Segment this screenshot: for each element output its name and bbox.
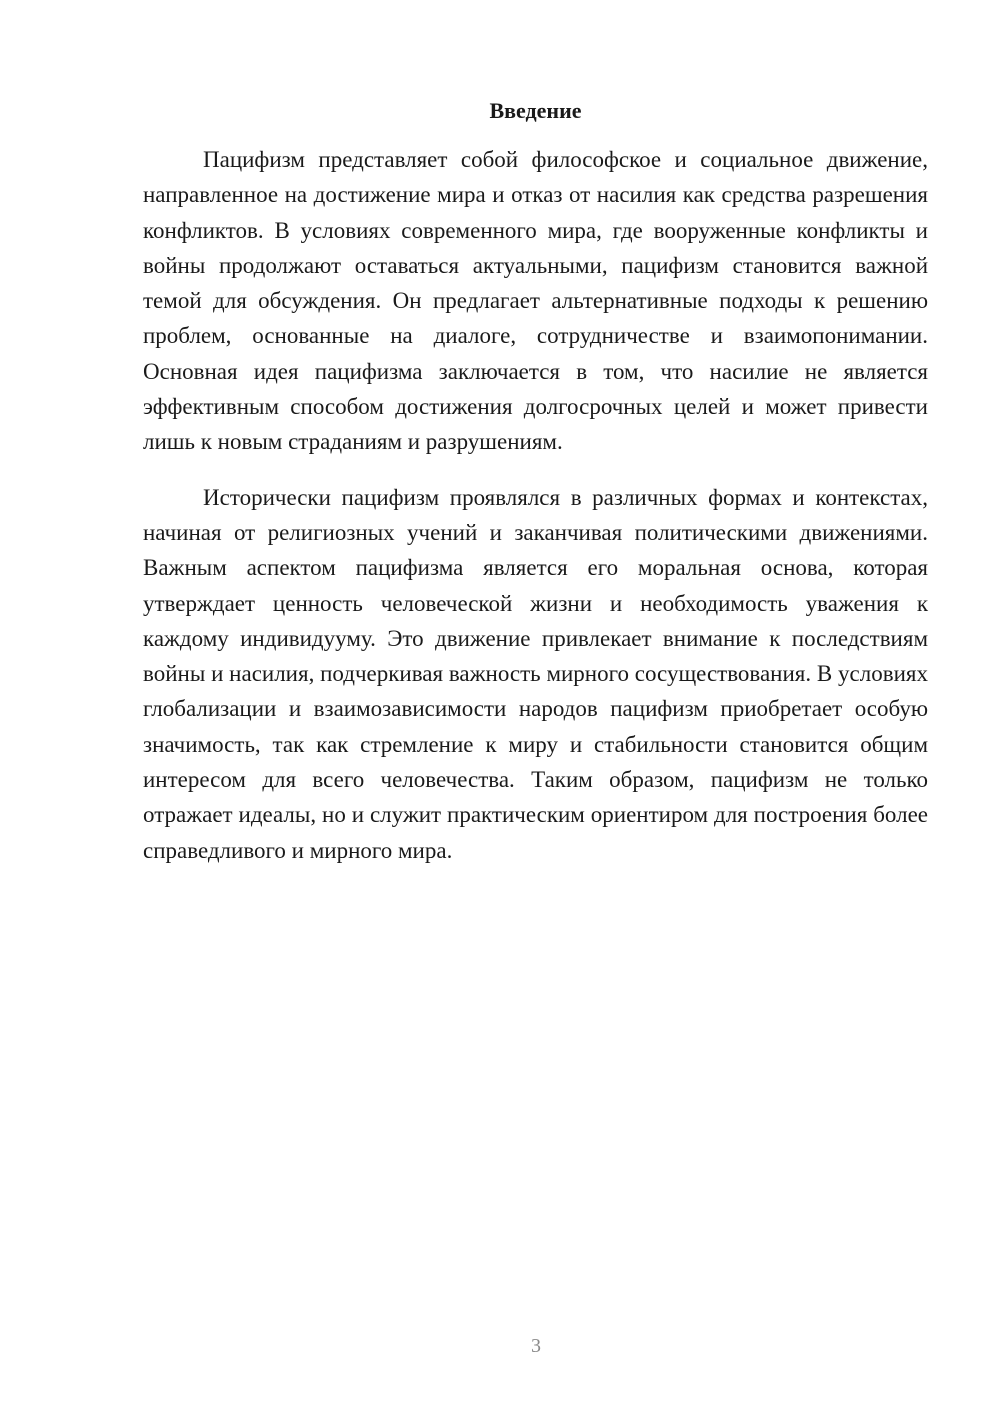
section-heading: Введение	[489, 98, 582, 123]
page-number: 3	[531, 1335, 541, 1357]
paragraph-1: Пацифизм представляет собой философское и социальное движение, направленное на достижение мира и отказ от насилия как средства разрешения конфликтов. В условиях современного мира, где вооруженные конфликты и войны продолжают оставаться актуальными, пацифизм становится важной темой для обсуждения. Он предлагает альтернативные подходы к решению проблем, основанные на диалоге, сотрудничестве и взаимопонимании. Основная идея пацифизма заключается в том, что насилие не является эффективным способом достижения долгосрочных целей и может привести лишь к новым страданиям и разрушениям.	[143, 147, 928, 455]
paragraph-2: Исторически пацифизм проявлялся в различных формах и контекстах, начиная от религиозных учений и заканчивая политическими движениями. Важным аспектом пацифизма является его моральная основа, которая утверждает ценность человеческой жизни и необходимость уважения к каждому индивидууму. Это движение привлекает внимание к последствиям войны и насилия, подчеркивая важность мирного сосуществования. В условиях глобализации и взаимозависимости народов пацифизм приобретает особую значимость, так как стремление к миру и стабильности становится общим интересом для всего человечества. Таким образом, пацифизм не только отражает идеалы, но и служит практическим ориентиром для построения более справедливого и мирного мира.	[143, 484, 928, 863]
body-text	[143, 142, 928, 868]
